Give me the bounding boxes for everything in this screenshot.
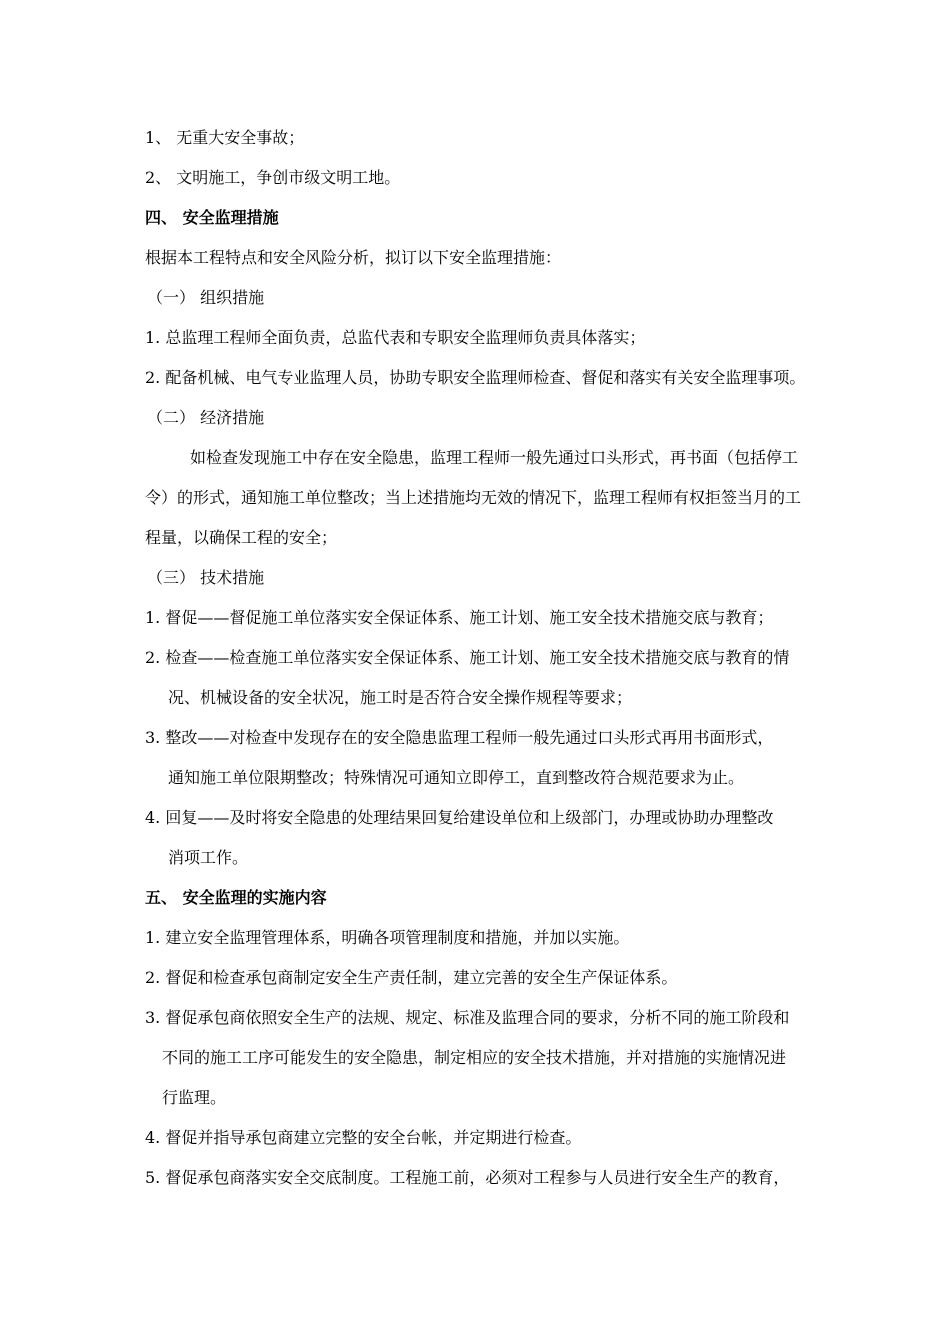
org-measures-title: （一） 组织措施 — [147, 288, 265, 307]
tech-measure-item-2: 2. 检查——检查施工单位落实安全保证体系、施工计划、施工安全技术措施交底与教育的情 — [145, 648, 790, 667]
section-5-heading: 五、 安全监理的实施内容 — [145, 888, 327, 907]
section-4-intro: 根据本工程特点和安全风险分析，拟订以下安全监理措施： — [145, 248, 562, 267]
tech-measure-item-3-cont: 通知施工单位限期整改；特殊情况可通知立即停工，直到整改符合规范要求为止。 — [168, 768, 745, 787]
tech-measure-item-3: 3. 整改——对检查中发现存在的安全隐患监理工程师一般先通过口头形式再用书面形式， — [145, 728, 774, 747]
section-5-item-3-cont-2: 行监理。 — [162, 1088, 227, 1107]
org-measure-item-2: 2. 配备机械、电气专业监理人员，协助专职安全监理师检查、督促和落实有关安全监理事项。 — [145, 368, 806, 387]
goal-item-1: 1、 无重大安全事故； — [145, 128, 305, 147]
section-5-item-3: 3. 督促承包商依照安全生产的法规、规定、标准及监理合同的要求，分析不同的施工阶段和 — [145, 1008, 790, 1027]
tech-measure-item-4: 4. 回复——及时将安全隐患的处理结果回复给建设单位和上级部门，办理或协助办理整改 — [145, 808, 774, 827]
section-5-item-3-cont-1: 不同的施工工序可能发生的安全隐患，制定相应的安全技术措施，并对措施的实施情况进 — [162, 1048, 787, 1067]
econ-paragraph-line-1: 如检查发现施工中存在安全隐患，监理工程师一般先通过口头形式，再书面（包括停工 — [190, 448, 799, 467]
tech-measure-item-4-cont: 消项工作。 — [168, 848, 249, 867]
tech-measures-title: （三） 技术措施 — [147, 568, 265, 587]
section-5-item-2: 2. 督促和检查承包商制定安全生产责任制，建立完善的安全生产保证体系。 — [145, 968, 678, 987]
goal-item-2: 2、 文明施工，争创市级文明工地。 — [145, 168, 401, 187]
section-5-item-4: 4. 督促并指导承包商建立完整的安全台帐，并定期进行检查。 — [145, 1128, 582, 1147]
tech-measure-item-2-cont: 况、机械设备的安全状况，施工时是否符合安全操作规程等要求； — [168, 688, 633, 707]
org-measure-item-1: 1. 总监理工程师全面负责，总监代表和专职安全监理师负责具体落实； — [145, 328, 646, 347]
section-5-item-5: 5. 督促承包商落实安全交底制度。工程施工前，必须对工程参与人员进行安全生产的教育， — [145, 1168, 790, 1187]
econ-paragraph-line-3: 程量，以确保工程的安全； — [145, 528, 338, 547]
econ-paragraph-line-2: 令）的形式，通知施工单位整改；当上述措施均无效的情况下，监理工程师有权拒签当月的工 — [145, 488, 802, 507]
section-5-item-1: 1. 建立安全监理管理体系，明确各项管理制度和措施，并加以实施。 — [145, 928, 630, 947]
section-4-heading: 四、 安全监理措施 — [145, 208, 279, 227]
tech-measure-item-1: 1. 督促——督促施工单位落实安全保证体系、施工计划、施工安全技术措施交底与教育； — [145, 608, 774, 627]
econ-measures-title: （二） 经济措施 — [147, 408, 265, 427]
